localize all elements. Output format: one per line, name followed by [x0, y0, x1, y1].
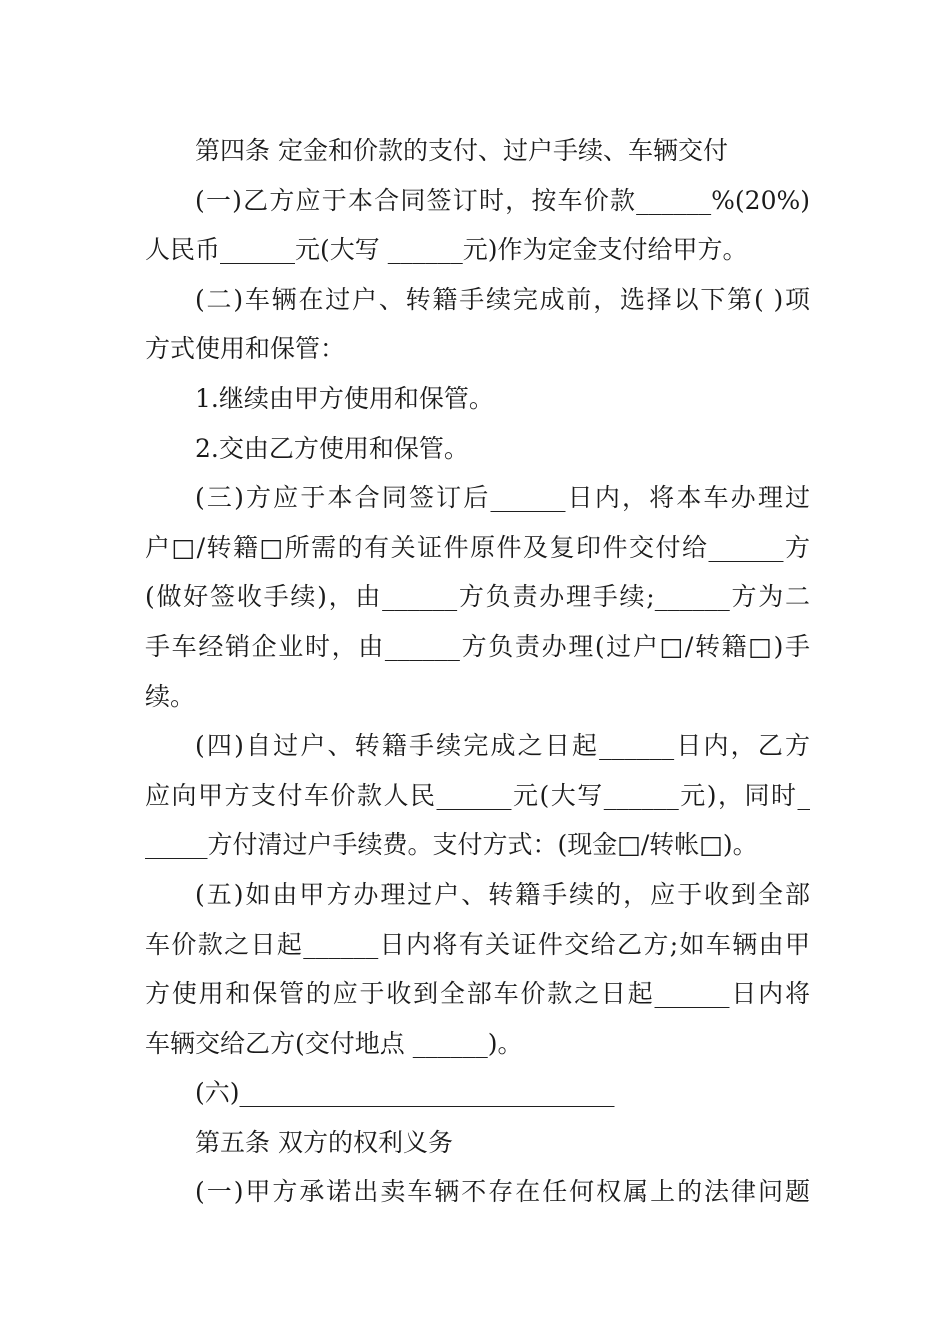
- paragraph-line: 车价款之日起______日内将有关证件交给乙方;如车辆由甲: [145, 929, 810, 959]
- paragraph-line: _____方付清过户手续费。支付方式：(现金□/转帐□)。: [145, 830, 758, 860]
- paragraph-line: (五)如由甲方办理过户、转籍手续的，应于收到全部: [195, 879, 810, 909]
- paragraph-line: (二)车辆在过户、转籍手续完成前，选择以下第( )项: [195, 284, 810, 314]
- paragraph-line: 2.交由乙方使用和保管。: [195, 433, 469, 463]
- paragraph-line: (一)甲方承诺出卖车辆不存在任何权属上的法律问题: [195, 1177, 810, 1207]
- paragraph-line: (三)方应于本合同签订后______日内，将本车办理过: [195, 483, 810, 513]
- paragraph-line: 第五条 双方的权利义务: [195, 1127, 453, 1157]
- paragraph-line: 续。: [145, 681, 196, 711]
- paragraph-line: 第四条 定金和价款的支付、过户手续、车辆交付: [195, 136, 728, 165]
- paragraph-line: 手车经销企业时，由______方负责办理(过户□/转籍□)手: [145, 631, 810, 661]
- paragraph-line: (六)______________________________: [195, 1078, 615, 1108]
- paragraph-line: 户□/转籍□所需的有关证件原件及复印件交付给______方: [145, 532, 810, 562]
- paragraph-line: 应向甲方支付车价款人民______元(大写______元)，同时_: [145, 780, 810, 810]
- paragraph-line: (一)乙方应于本合同签订时，按车价款______%(20%): [195, 185, 810, 215]
- paragraph-line: 车辆交给乙方(交付地点 ______)。: [145, 1028, 523, 1058]
- paragraph-line: (四)自过户、转籍手续完成之日起______日内，乙方: [195, 731, 810, 761]
- paragraph-line: 1.继续由甲方使用和保管。: [195, 383, 494, 413]
- paragraph-line: 方使用和保管的应于收到全部车价款之日起______日内将: [145, 979, 810, 1009]
- paragraph-line: 方式使用和保管：: [145, 334, 346, 364]
- contract-text-block: [145, 126, 810, 1217]
- paragraph-line: 人民币______元(大写 ______元)作为定金支付给甲方。: [145, 235, 748, 265]
- paragraph-line: (做好签收手续)，由______方负责办理手续;______方为二: [145, 582, 810, 612]
